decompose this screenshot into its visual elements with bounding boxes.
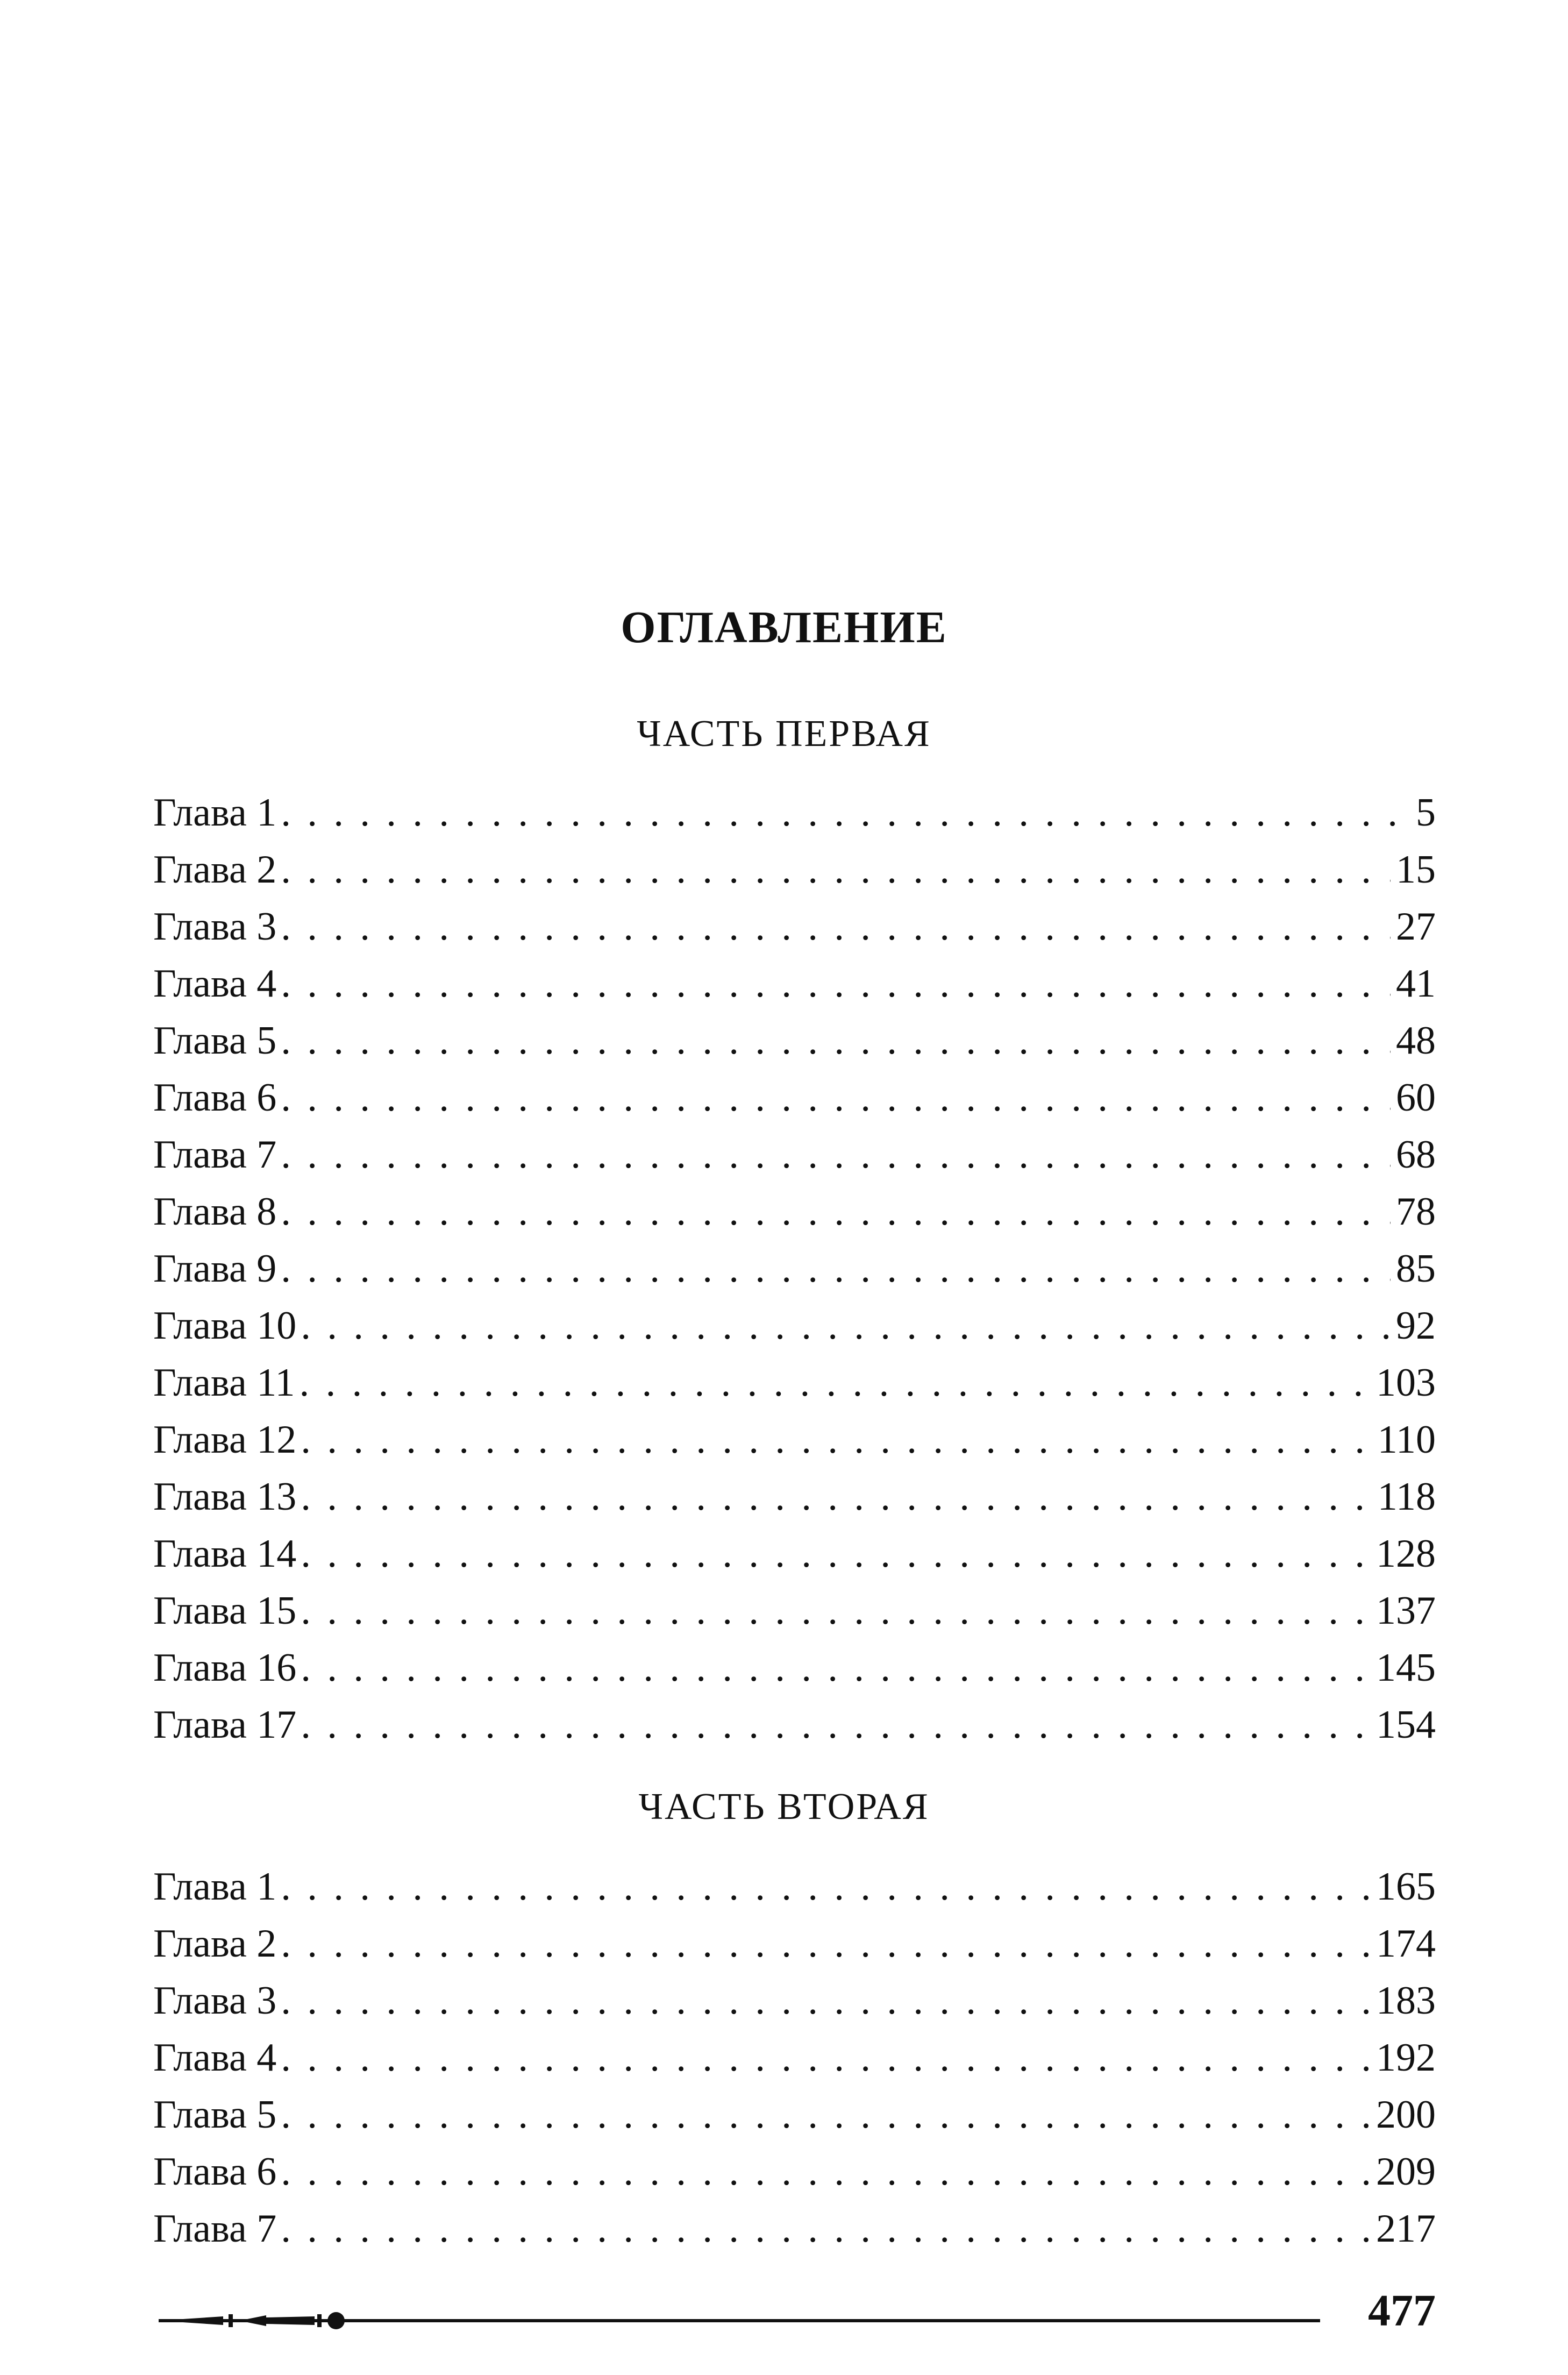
toc-entry-label: Глава 1 (153, 791, 277, 835)
toc-entry (153, 1354, 1436, 1411)
dot-leader (281, 1126, 1391, 1183)
toc-entry (153, 955, 1436, 1012)
toc-entry-page: 209 (1376, 2150, 1436, 2194)
toc-entry (153, 1696, 1436, 1753)
decorative-rule-icon (153, 2310, 1336, 2331)
toc-entry (153, 1411, 1436, 1468)
toc-entry (153, 1639, 1436, 1696)
toc-entry-page: 145 (1376, 1646, 1436, 1690)
toc-entry-label: Глава 13 (153, 1475, 297, 1519)
toc-entry-page: 15 (1396, 848, 1436, 892)
toc-entry (153, 784, 1436, 841)
toc-entry-page: 48 (1396, 1019, 1436, 1063)
toc-entry-page: 92 (1396, 1304, 1436, 1348)
toc-entry-page: 165 (1376, 1865, 1436, 1909)
page-title: ОГЛАВЛЕНИЕ (621, 602, 947, 652)
toc-entry-label: Глава 1 (153, 1865, 277, 1909)
toc-entry-page: 217 (1376, 2207, 1436, 2251)
toc-entry-label: Глава 11 (153, 1361, 295, 1405)
toc-entry (153, 1012, 1436, 1069)
toc-entry-label: Глава 5 (153, 1019, 277, 1063)
toc-entry-label: Глава 9 (153, 1247, 277, 1291)
toc-entry-page: 85 (1396, 1247, 1436, 1291)
toc-entry-page: 154 (1376, 1703, 1436, 1747)
toc-entry (153, 2200, 1436, 2257)
dot-leader (281, 2086, 1371, 2143)
toc-entry-label: Глава 6 (153, 1076, 277, 1120)
toc-entry (153, 1915, 1436, 1972)
toc-entry (153, 2029, 1436, 2086)
toc-entry (153, 1972, 1436, 2029)
toc-entry (153, 1297, 1436, 1354)
toc-entry-label: Глава 17 (153, 1703, 297, 1747)
dot-leader (281, 1858, 1371, 1915)
dot-leader (301, 1582, 1371, 1639)
dot-leader (281, 1972, 1371, 2029)
dot-leader (281, 2029, 1371, 2086)
toc-entry (153, 841, 1436, 898)
page-footer (153, 2288, 1436, 2348)
toc-entry-page: 137 (1376, 1589, 1436, 1633)
toc-entry (153, 1525, 1436, 1582)
dot-leader (281, 2200, 1371, 2257)
toc-entry-page: 78 (1396, 1190, 1436, 1234)
part-heading-first: ЧАСТЬ ПЕРВАЯ (637, 713, 931, 755)
toc-entry (153, 1468, 1436, 1525)
toc-entry-page: 103 (1376, 1361, 1436, 1405)
toc-entry-label: Глава 7 (153, 1133, 277, 1177)
toc-entry-page: 200 (1376, 2093, 1436, 2137)
toc-entry-page: 41 (1396, 962, 1436, 1006)
toc-entry-page: 27 (1396, 905, 1436, 949)
dot-leader (301, 1696, 1371, 1753)
toc-list-part-2 (153, 1858, 1436, 2257)
toc-entry-label: Глава 7 (153, 2207, 277, 2251)
toc-entry-label: Глава 14 (153, 1532, 297, 1576)
dot-leader (281, 1012, 1391, 1069)
toc-entry-label: Глава 10 (153, 1304, 297, 1348)
toc-entry-label: Глава 4 (153, 962, 277, 1006)
dot-leader (281, 898, 1391, 955)
dot-leader (301, 1297, 1391, 1354)
part-heading-second: ЧАСТЬ ВТОРАЯ (638, 1786, 930, 1828)
toc-entry-label: Глава 2 (153, 1922, 277, 1966)
dot-leader (281, 784, 1410, 841)
toc-entry-label: Глава 8 (153, 1190, 277, 1234)
toc-entry-page: 5 (1416, 791, 1436, 835)
toc-entry (153, 2086, 1436, 2143)
dot-leader (281, 955, 1391, 1012)
toc-entry-page: 60 (1396, 1076, 1436, 1120)
dot-leader (301, 1468, 1372, 1525)
toc-entry-label: Глава 12 (153, 1418, 297, 1462)
toc-entry-page: 128 (1376, 1532, 1436, 1576)
dot-leader (301, 1411, 1372, 1468)
toc-entry-label: Глава 5 (153, 2093, 277, 2137)
dot-leader (301, 1639, 1371, 1696)
toc-entry-label: Глава 16 (153, 1646, 297, 1690)
dot-leader (281, 1240, 1391, 1297)
dot-leader (281, 1069, 1391, 1126)
dot-leader (281, 2143, 1371, 2200)
toc-entry (153, 1858, 1436, 1915)
toc-entry-page: 68 (1396, 1133, 1436, 1177)
toc-list-part-1 (153, 784, 1436, 1753)
toc-entry-label: Глава 15 (153, 1589, 297, 1633)
dot-leader (281, 841, 1391, 898)
dot-leader (281, 1183, 1391, 1240)
toc-entry-page: 118 (1377, 1475, 1436, 1519)
toc-entry-page: 192 (1376, 2036, 1436, 2080)
toc-entry-label: Глава 2 (153, 848, 277, 892)
toc-entry-page: 183 (1376, 1979, 1436, 2023)
toc-entry (153, 1183, 1436, 1240)
toc-entry (153, 2143, 1436, 2200)
page-number: 477 (1368, 2286, 1436, 2336)
toc-entry-label: Глава 4 (153, 2036, 277, 2080)
dot-leader (300, 1354, 1371, 1411)
toc-entry (153, 1126, 1436, 1183)
toc-entry-page: 174 (1376, 1922, 1436, 1966)
dot-leader (301, 1525, 1371, 1582)
toc-entry-label: Глава 3 (153, 1979, 277, 2023)
dot-leader (281, 1915, 1371, 1972)
toc-entry (153, 898, 1436, 955)
toc-entry-label: Глава 3 (153, 905, 277, 949)
toc-entry-page: 110 (1377, 1418, 1436, 1462)
toc-entry-label: Глава 6 (153, 2150, 277, 2194)
toc-entry (153, 1069, 1436, 1126)
toc-entry (153, 1240, 1436, 1297)
toc-entry (153, 1582, 1436, 1639)
